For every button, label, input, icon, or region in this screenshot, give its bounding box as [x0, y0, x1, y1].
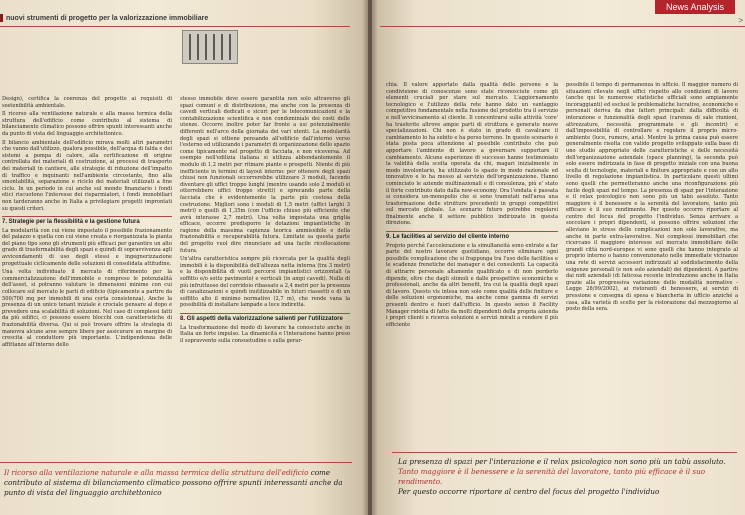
paragraph: Design), certifica la coerenza del progetto ai requisiti di sostenibilità ambientale. [2, 96, 172, 109]
paragraph: Un'altra caratteristica sempre più ricercata per la qualità degli immobili è la disponibilità dell'altezza netta interna (tra 3 metri) e la disponibilità di vuoti percorsi impiantistici orizzontali (a soffitto e/o sotto pavimento) e verticali (in ampi cavedi). Nulla di più infruttuoso del corridoio ribassato a 2,4 metri per la presenza di canalizzazioni e quindi inutilizzabile in futuri riassetti o di un soffitto alto il minimo normativo (2,7 m), che rende vana la possibilità di installare lampade a luce indiretta. [180, 256, 350, 309]
paragraph: Il ricorso alla ventilazione naturale e alla massa termica della struttura dell'edificio come contributo al sistema di bilanciamento climatico possono offrire spunti interessanti anche da punto di vista del linguaggio architettonico. [2, 111, 172, 137]
section-title: 7. Strategie per la flessibilità e la gestione futura [2, 216, 172, 226]
news-analysis-badge: News Analysis [655, 0, 735, 14]
pullquote-right: La presenza di spazi per l'interazione e il relax psicologico non sono più un tabù assoluto. Tanto maggiore è il benessere e la serenità del lavoratore, tanto più efficace è il suo rendimento. Per questo occorre riportare al centro del focus del progetto l'individuo [398, 457, 726, 496]
section-title: 8. Gli aspetti della valorizzazione salienti per l'utilizzatore [180, 313, 350, 323]
right-page [372, 0, 745, 515]
header-marker-icon [0, 14, 3, 22]
paragraph: stesso immobile deve essere garantita non solo attraverso gli spazi comuni e di distribuzione, ma anche con la presenza di cavedi verticali dedicati e sicuri per le telecomunicazioni e la contabilizzazione scientifica e non condominiale dei costi delle utenze. Occorre inoltre poter far fronte a usi potenzialmente differenti nell'arco della giornata dei vari utenti. La modularità degli spazi si ottiene pensando all'edificio dall'interno verso l'esterno ed utilizzando i parametri di organizzazione dello spazio come tipicamente nel progetto di facciata, e non viceversa. Ad esempio nell'edilizia italiana si utilizza abbondantemente il modulo di 1,2 metri per ritmare piante e prospetti. Niente di più inefficiente in termini di layout interno: per ottenere degli spazi chiusi non funzionali occorrerebbe utilizzare 3 moduli, facendo diventare gli uffici troppo lunghi (mentre usando solo 2 moduli si otterrebbero uffici troppo stretti) e sprecando parte della facciata che è evidentemente la parte più costosa della costruzione. Migliori sono i moduli di 1,5 metri (uffici larghi 3 metri) o quelli di 1,35m (con l'ufficio chiuso più efficiente che avrà interasse 2,7 metri). Una volta impostata una griglia efficace, occorre predisporre le dotazioni impiantistiche in ragione della massima capienza teorica ammissibile e della frazionabilità e recuperabilità futura. Limitate sa questa parte del progetto vuol dire rinunciare ad una facile ricollocazione futura. [180, 96, 350, 254]
paragraph: Una volta individuato il mercato di riferimento per la commercializzazione dell'immobile e compreso le potenzialità dell'asset, si potranno valutare le dimensioni minime con cui collocare sul mercato le parti di edificio (tipicamente a partire da 500/700 mq per immobili di una certa consistenza). Anche la presenza di un unico tenant iniziale è crociale pensare al dopo e prevedere una scalabilità di soluzioni. Nel caso di complessi fatti da più edifici, ci possono essere blocchi con caratteristiche di frazionabilità diversa. Qui si può trovare offrire la strategia di manovra alcune aree sempre libere per assicurare un margine di crescita al conduttore più importante. L'indipendenza delle affittanze all'interno dello [2, 269, 172, 348]
text-column-3 [386, 82, 558, 450]
building-thumbnail [182, 30, 238, 64]
pullquote-rule [0, 462, 352, 463]
left-page [0, 0, 368, 515]
paragraph: La modularità con cui viene impostato il possibile frazionamento del palazzo e quella con cui viene creata e riorganizzata la pianta del piano tipo sono gli strumenti più efficaci per garantire un alto grado di trasformabilità degli spazi e quindi di sopravvivenza agli avvicendamenti di uso degli stessi e ingegnerizzazione progettuale ciclicamente delle soluzioni di consolidata attitudine. [2, 227, 172, 267]
paragraph: Proprio perché l'accelerazione e la simultaneità sono entrate a far parte del nostro lavorare quotidiano, occorre eliminare ogni possibile complicazione che si frapponga tra l'uso delle facilities e le scadenze frenetiche dei manager e dei consulenti. La capacità di attrarre personale altamente qualificato e di non perderlo dipende, oltre che dagli stimoli e dalle prospettive economiche e professionali, anche da altri benefit, tra cui la qualità degli spazi di lavoro. Questo vis intesa non solo come qualità delle finiture e delle soluzioni ergonomiche, ma anche come gamma di servizi presenti dentro e fuori dall'ufficio. In questo senso il Facility Manager ridotta di fatto da molti dipendenti della propria azienda i propri clienti e ricerca soluzioni e servizi mirati a rendere il più efficiente [386, 242, 558, 328]
book-gutter [362, 0, 378, 515]
header-rule [0, 26, 350, 27]
paragraph: possibile il tempo di permanenza in ufficio. Il maggior numero di situazioni rilevate negli uffici rispetto allo condizioni di lavoro (anche qui le numerose statistiche ufficiali sono ampiamente incoraggianti) ed esclusi le problematiche lucrative, economiche e personali deriva da due fattori principali: dalla difficoltà di interazione e funzionalità degli spazi (carenza di sale riunioni, attrezzature, necessità programmate e gli incontri) e dall'impossibilità di controllare e regolare il proprio micro-ambiente (luce, rumore, aria). Mentre la prima causa può essere generalmente risolta con valido progetto sviluppato sulla base di uno studio appropriato delle caratteristiche e delle necessità dell'organizzazione aziendale (space planning), la seconda può solo essere indirizzata in fase di progetto iniziale con una buona scelta di tecnologie, materiali e finiture appropriate e con un alto livello di regolazione impiantistica. In particolare questi ultimi sono quelli che permetteranno anche una riconfigurazione più facile degli spazi nel tempo. La presenza di spazi per l'interazione e il relax psicologico non sono più un tabù assoluto. Tanto maggiore è il benessere e la serenità del lavoratore, tanto più efficace è il suo rendimento. Per questo occorre riportare al centro del focus del progetto l'individuo. Senza arrivare a soccolare i propri dipendenti, si possono offrire soluzioni che alleviano lo stress delle complicazioni non solo lavorative, ma anche in parte extra-lavorative. Nei complessi immobiliari che ricercano il maggiore interesse sul mercato immobiliare delle grandi città nord-europee vi sono quelli che hanno integrato al proprio interno o hanno convenzionato nelle immediate vicinanze una rete di servizi accessori indirizzati al soddisfacimento della esigenze personali (e non solo aziendali) dei dipendenti. A partire dai nidi aziendali (di faticosa recente introduzione anche in Italia grazie alla progressiva variazione delle modalità normative - Legge 28/99/2002), ai ristoranti di benessere, ai servizi di pressione e consegna di spesa e biancheria in ufficio anziché a casa, alla varietà di scelte per la ristorazione dal mezzogiorno al posto della sera. [566, 82, 739, 313]
pullquote-left: Il ricorso alla ventilazione naturale e alla massa termica della struttura dell'edificio come contributo al sistema di bilanciamento climatico possono offrire spunti interessanti anche da punto di vista del linguaggio architettonico [4, 468, 343, 497]
page-arrow-icon: > [738, 16, 743, 25]
text-column-1 [2, 96, 172, 451]
header-rule [380, 26, 745, 27]
section-header: nuovi strumenti di progetto per la valorizzazione immobiliare [0, 14, 208, 22]
section-title: 9. Le facilities al servizio del cliente interno [386, 231, 558, 241]
paragraph: La trasformazione del modo di lavorare ha conosciuto anche in Italia un forte impulso. La dinamicità e l'interazione hanno preso il sopravvento sulla consuetudine e sulla gerar- [180, 324, 350, 344]
pullquote-rule [392, 452, 737, 453]
paragraph: chia. Il valore apportato dalla qualità delle persone e la condivisione di conoscenze sono state riconosciute come gli elementi cruciali per stare sul mercato. L'aggiornamento tecnologico e l'utilizzo della rete hanno dato un vantaggio competitivo fondamentale nella fusione del prodotto tra il servizio e nell'avvicinamento al cliente. Il concentrarsi sulle attività 'core' ha trasferito altrove ampie parti di struttura e generato nuove specializzazioni. Chi non è stato in grado di cavalcare il cambiamento lo ha subito e ha perso terreno. In questo scenario è stata posta poca attenzione al possibile contributo che può apportare l'ambiente di lavoro a governare supportare il cambiamento. Alcune esperienze di successo hanno testimoniato la validità della scelta operata da chi, magari inizialmente in modo involontario, ha utilizzato lo spazio in modo razionale ed innovativo e lo ha messo al servizio dell'organizzazione. Hanno cominciato le aziende multinazionali e di consulenza, più e' stato il forte contributo dato dalla new-economy. Ora l'ondata è passata si considera un-monopolio che si sono tramutati nell'area una trasformazione delle strutture precedenti in gruppi competitivi sul mercato globale. Lo scenario futuro potrebbe regolarsi finalmente anche il settore pubblico indirizzato in questa direzione. [386, 82, 558, 227]
paragraph: Il bilancio ambientale dell'edificio mirava molti altri parametri che vanno dall'utilizzo, qualora possibile, dell'acqua di falda e dei sistemi a pompa di calore, alla certificazione di origine controllata dei materiali di costruzione, ai processi di trasporto dei materiali in cantiere, alle strategie di riduzione dell'impatto di traffico e inquinanti nell'ambiente circostante, fino alla smontabilità, separazione e riciclo dei materiali utilizzati a fine ciclo. In un periodo in cui anche sul mondo finanziario i fondi etici riscuotono l'interesse dei risparmiatori, i fondi immobiliari non tarderanno anche in Italia a privilegiare progetti improntati su questi criteri. [2, 139, 172, 212]
text-column-2 [180, 96, 350, 451]
text-column-4 [566, 82, 738, 450]
